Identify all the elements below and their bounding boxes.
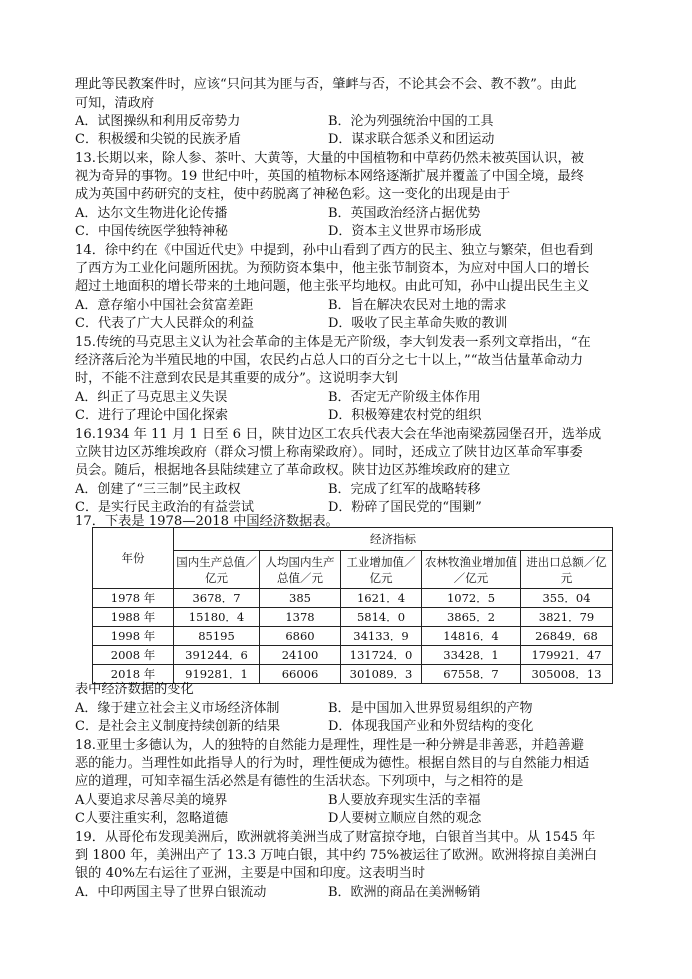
text-line: 经济落后沦为半殖民地的中国，农民约占总人口的百分之七十以上，”“故当估量革命动力 — [75, 353, 584, 368]
text-line: 15.传统的马克思主义认为社会革命的主体是无产阶级，李大钊发表一系列文章指出，“在 — [75, 335, 591, 350]
value-cell: 385 — [260, 589, 341, 608]
value-cell: 179921．47 — [521, 646, 613, 665]
option-a: A．达尔文生物进化论传播 — [75, 206, 228, 221]
text-line: 可知，清政府 — [75, 96, 155, 111]
option-a: A．意存缩小中国社会贫富差距 — [75, 298, 254, 313]
text-line: 表中经济数据的变化 — [75, 682, 194, 697]
text-line: 17．下表是 1978—2018 中国经济数据表。 — [75, 514, 339, 529]
text-line: 到 1800 年，美洲出产了 13.3 万吨白银，其中约 75%被运往了欧洲。欧洲将掠自美洲白 — [75, 848, 598, 863]
value-cell: 14816．4 — [422, 627, 521, 646]
table-row — [93, 608, 613, 627]
option-c: C．是实行民主政治的有益尝试 — [75, 500, 254, 515]
table-row — [93, 646, 613, 665]
option-a: A．缘于建立社会主义市场经济体制 — [75, 701, 280, 716]
text-line: 16.1934 年 11 月 1 日至 6 日，陕甘边区工农兵代表大会在华池南梁荔园堡召开，选举成 — [75, 427, 602, 442]
option-c: C．是社会主义制度持续创新的结果 — [75, 719, 280, 734]
value-cell: 34133．9 — [341, 627, 422, 646]
option-d: D人要树立顺应自然的观念 — [328, 811, 482, 826]
option-c: C．中国传统医学独特神秘 — [75, 224, 228, 239]
text-line: 超过土地面积的增长带来的土地问题，他主张平均地权。由此可知，孙中山提出民生主义 — [75, 279, 590, 294]
option-b: B．英国政治经济占据优势 — [328, 206, 481, 221]
option-a: A．创建了“三三制”民主政权 — [75, 482, 241, 497]
text-line: 时，不能不注意到农民是其重要的成分”。这说明李大钊 — [75, 371, 399, 386]
text-line: 银的 40%左右运往了亚洲，主要是中国和印度。这表明当时 — [75, 866, 426, 881]
value-cell: 355．04 — [521, 589, 613, 608]
value-cell: 301089．3 — [341, 665, 422, 684]
option-d: D．积极筹建农村党的组织 — [328, 408, 482, 423]
option-b: B．欧洲的商品在美洲畅销 — [328, 885, 481, 900]
option-b: B人要放弃现实生活的幸福 — [328, 793, 481, 808]
text-line: 恶的能力。当理性如此指导人的行为时，理性便成为德性。根据自然目的与自然能力相适 — [75, 756, 590, 771]
year-header: 年份 — [93, 528, 174, 589]
value-cell: 1621．4 — [341, 589, 422, 608]
option-d: D．吸收了民主革命失败的教训 — [328, 316, 508, 331]
option-d: D．谋求联合惩杀义和团运动 — [328, 132, 495, 147]
table-row — [93, 627, 613, 646]
text-line: 14．徐中约在《中国近代史》中提到，孙中山看到了西方的民主、独立与繁荣，但也看到 — [75, 243, 593, 258]
value-cell: 1378 — [260, 608, 341, 627]
option-c: C．代表了广大人民群众的利益 — [75, 316, 254, 331]
value-cell: 3865．2 — [422, 608, 521, 627]
value-cell: 391244．6 — [174, 646, 260, 665]
group-header: 经济指标 — [174, 528, 613, 551]
option-a: A．中印两国主导了世界白银流动 — [75, 885, 267, 900]
value-cell: 3678．7 — [174, 589, 260, 608]
value-cell: 85195 — [174, 627, 260, 646]
option-c: C．积极缓和尖锐的民族矛盾 — [75, 132, 241, 147]
value-cell: 1072．5 — [422, 589, 521, 608]
option-c: C人要注重实利，忽略道德 — [75, 811, 228, 826]
text-line: 19．从哥伦布发现美洲后，欧洲就将美洲当成了财富掠夺地，白银首当其中。从 1545 年 — [75, 830, 596, 845]
value-cell: 5814．0 — [341, 608, 422, 627]
option-a: A．试图操纵和利用反帝势力 — [75, 114, 241, 129]
value-cell: 305008．13 — [521, 665, 613, 684]
text-line: 应的道理，可知幸福生活必然是有德性的生活状态。下列项中，与之相符的是 — [75, 774, 524, 789]
year-cell: 2008 年 — [93, 646, 174, 665]
value-cell: 26849．68 — [521, 627, 613, 646]
option-d: D．粉碎了国民党的“围剿” — [328, 500, 482, 515]
value-cell: 15180．4 — [174, 608, 260, 627]
option-b: B．完成了红军的战略转移 — [328, 482, 481, 497]
text-line: 视为奇异的事物。19 世纪中叶，英国的植物标本网络逐渐扩展并覆盖了中国全境，最终 — [75, 169, 584, 184]
text-line: 理此等民教案件时，应该“只问其为匪与否，肇衅与否，不论其会不会、教不教”。由此 — [75, 77, 577, 92]
option-d: D．体现我国产业和外贸结构的变化 — [328, 719, 534, 734]
value-cell: 131724．0 — [341, 646, 422, 665]
value-cell: 919281．1 — [174, 665, 260, 684]
text-line: 了西方为工业化问题所困扰。为预防资本集中，他主张节制资本，为应对中国人口的增长 — [75, 261, 590, 276]
option-b: B．沦为列强统治中国的工具 — [328, 114, 494, 129]
text-line: 员会。随后，根据地各县陆续建立了革命政权。陕甘边区苏维埃政府的建立 — [75, 463, 511, 478]
year-cell: 1988 年 — [93, 608, 174, 627]
economic-data-table — [92, 527, 613, 684]
column-header: 进出口总额／亿元 — [521, 551, 613, 589]
value-cell: 6860 — [260, 627, 341, 646]
value-cell: 66006 — [260, 665, 341, 684]
option-a: A．纠正了马克思主义失误 — [75, 390, 228, 405]
option-b: B．否定无产阶级主体作用 — [328, 390, 481, 405]
option-b: B．是中国加入世界贸易组织的产物 — [328, 701, 533, 716]
text-line: 13.长期以来，除人参、茶叶、大黄等，大量的中国植物和中草药仍然未被英国认识，被 — [75, 151, 584, 166]
text-line: 立陕甘边区苏维埃政府（群众习惯上称南梁政府）。同时，还成立了陕甘边区革命军事委 — [75, 445, 583, 460]
option-d: D．资本主义世界市场形成 — [328, 224, 482, 239]
value-cell: 33428．1 — [422, 646, 521, 665]
column-header: 人均国内生产总值／元 — [260, 551, 341, 589]
column-header: 工业增加值／亿元 — [341, 551, 422, 589]
column-header: 农林牧渔业增加值／亿元 — [422, 551, 521, 589]
year-cell: 2018 年 — [93, 665, 174, 684]
value-cell: 67558．7 — [422, 665, 521, 684]
table-row — [93, 589, 613, 608]
option-c: C．进行了理论中国化探索 — [75, 408, 228, 423]
value-cell: 24100 — [260, 646, 341, 665]
year-cell: 1998 年 — [93, 627, 174, 646]
column-header: 国内生产总值／亿元 — [174, 551, 260, 589]
year-cell: 1978 年 — [93, 589, 174, 608]
option-b: B．旨在解决农民对土地的需求 — [328, 298, 507, 313]
option-a: A人要追求尽善尽美的境界 — [75, 793, 228, 808]
value-cell: 3821．79 — [521, 608, 613, 627]
text-line: 成为英国中药研究的支柱，使中药脱离了神秘色彩。这一变化的出现是由于 — [75, 187, 511, 202]
text-line: 18.亚里士多德认为，人的独特的自然能力是理性，理性是一种分辨是非善恶，并趋善避 — [75, 738, 584, 753]
